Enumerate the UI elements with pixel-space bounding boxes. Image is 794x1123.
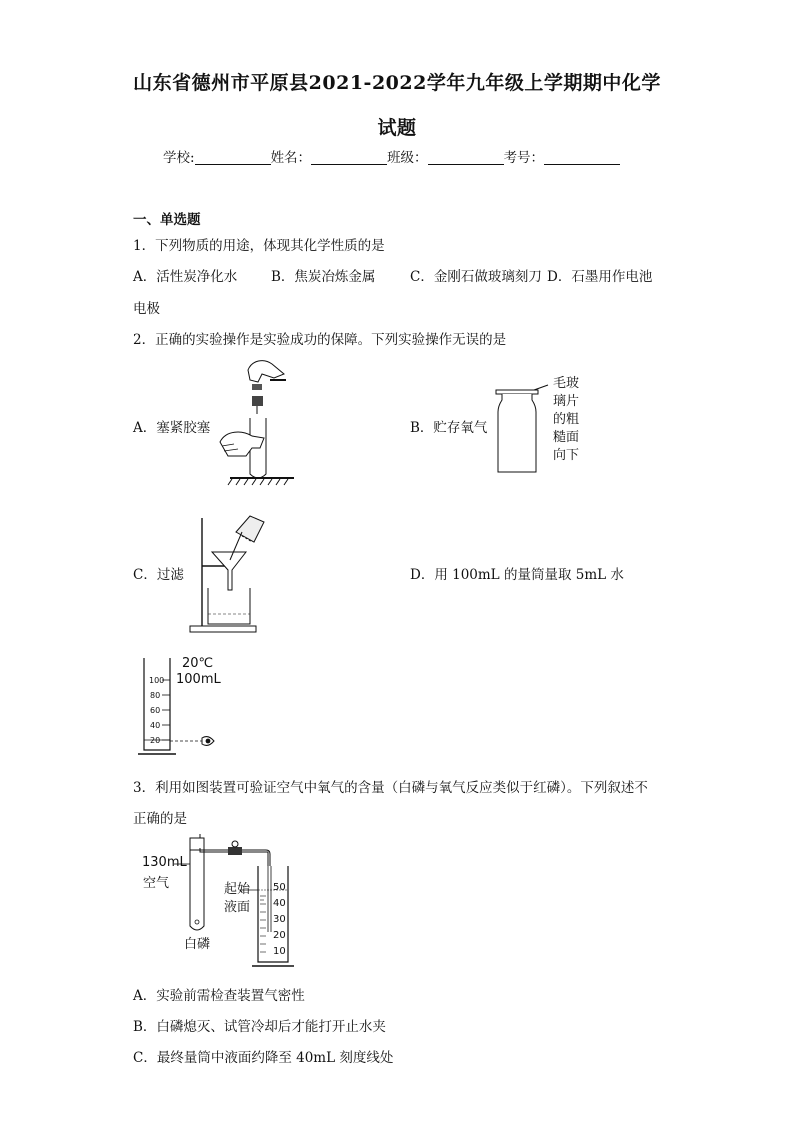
q3-tick-label: 10 [273, 946, 286, 957]
school-label: 学校: [163, 150, 195, 166]
exam-number-label: 考号： [503, 150, 545, 166]
glass-plate-note [553, 375, 579, 465]
class-label: 班级： [387, 150, 428, 166]
name-blank[interactable] [311, 150, 387, 165]
page-title-line2: 试题 [377, 117, 417, 139]
q3-tick-label: 20 [273, 930, 286, 941]
cyl-tick-label: 80 [150, 691, 161, 700]
section-title: 一、单选题 [133, 212, 201, 228]
white-phosphorus-label: 白磷 [184, 937, 211, 952]
air-volume-label: 130mL [142, 855, 187, 870]
note-line: 糙面 [553, 430, 580, 445]
note-line: 毛玻 [553, 376, 580, 391]
q1-option-a: A．活性炭净化水 [133, 269, 238, 285]
page-title: 山东省德州市平原县2021-2022学年九年级上学期期中化学 [133, 72, 661, 94]
cyl-tick-label: 40 [150, 721, 161, 730]
student-info-row [163, 146, 620, 166]
note-line: 璃片 [553, 394, 580, 409]
q3-tick-label: 30 [273, 914, 286, 925]
filtration-figure [186, 512, 286, 636]
class-blank[interactable] [428, 150, 504, 165]
q2-option-d: D．用 100mL 的量筒量取 5mL 水 [410, 567, 624, 583]
exam-number-blank[interactable] [544, 150, 620, 165]
start-level-label-2: 液面 [224, 900, 251, 915]
cylinder-temp-label: 20℃ [182, 656, 214, 671]
q2-option-b: B．贮存氧气 [410, 420, 488, 436]
q3-option-b: B．白磷熄灭、试管冷却后才能打开止水夹 [133, 1019, 386, 1035]
q3-tick-label: 40 [273, 898, 286, 909]
q2-stem: 2．正确的实验操作是实验成功的保障。下列实验操作无误的是 [133, 332, 507, 348]
cylinder-volume-label: 100mL [176, 672, 221, 687]
measuring-cylinder-figure [136, 658, 226, 758]
q3-stem-cont: 正确的是 [133, 811, 187, 827]
cyl-tick-label: 100 [149, 676, 165, 685]
stopper-figure [212, 356, 302, 486]
q3-stem: 3．利用如图装置可验证空气中氧气的含量（白磷与氧气反应类似于红磷）。下列叙述不 [133, 780, 648, 796]
q1-option-d: D．石墨用作电池 [547, 269, 653, 285]
gas-bottle-figure [490, 376, 600, 476]
cyl-tick-label: 60 [150, 706, 161, 715]
school-blank[interactable] [195, 150, 271, 165]
q1-stem: 1．下列物质的用途，体现其化学性质的是 [133, 238, 385, 254]
air-label: 空气 [143, 876, 170, 891]
q2-option-c: C．过滤 [133, 567, 184, 583]
q3-option-a: A．实验前需检查装置气密性 [133, 988, 305, 1004]
oxygen-apparatus-figure [176, 836, 296, 970]
note-line: 向下 [553, 448, 580, 463]
start-level-label: 起始 [224, 882, 251, 897]
q3-option-c: C．最终量筒中液面约降至 40mL 刻度线处 [133, 1050, 394, 1066]
q3-tick-label: 50 [273, 882, 286, 893]
q2-option-a: A．塞紧胶塞 [133, 420, 211, 436]
cyl-tick-label: 20 [150, 736, 161, 745]
q1-option-d-cont: 电极 [133, 301, 160, 317]
name-label: 姓名： [270, 150, 312, 166]
note-line: 的粗 [553, 412, 580, 427]
q1-option-c: C．金刚石做玻璃刻刀 [410, 269, 542, 285]
q1-option-b: B．焦炭冶炼金属 [271, 269, 376, 285]
